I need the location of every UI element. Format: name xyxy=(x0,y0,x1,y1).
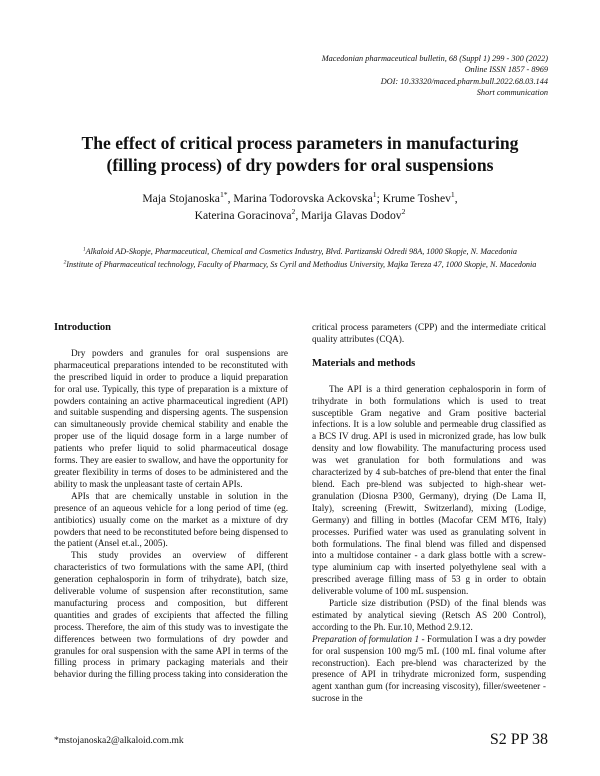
author-name: Maja Stojanoska xyxy=(142,192,220,205)
author-affiliation-mark: 1 xyxy=(450,190,455,200)
affiliation-mark: 2 xyxy=(63,258,67,265)
intro-paragraph-2: APIs that are chemically unstable in solution in the presence of an aqueous vehicle for a long period of time (eg. antibiotics) usually come on the market as a mixture of dry powders that need to be reconstituted before being dispensed to the patient (Ansel et.al., 2005). xyxy=(54,490,288,549)
affiliations xyxy=(60,246,540,271)
subsection-text: - Formulation I was a dry powder for oral suspension 100 mg/5 mL (100 mL final volume after reconstruction). Each pre-blend was characterized by the presence of API in trihydrate micronized form, suspending agent xanthan gum (for increasing viscosity), filler/sweetener - sucrose in the xyxy=(312,633,546,704)
intro-paragraph-continued: critical process parameters (CPP) and the intermediate critical quality attributes (CQA). xyxy=(312,322,546,344)
section-heading-introduction: Introduction xyxy=(54,322,111,333)
author-affiliation-mark: 1 xyxy=(372,190,377,200)
doi[interactable]: DOI: 10.33320/maced.pharm.bull.2022.68.03.144 xyxy=(380,76,548,86)
author-affiliation-mark: 2 xyxy=(401,206,406,216)
affiliation-mark: 1 xyxy=(82,246,86,253)
affiliation-text: Institute of Pharmaceutical technology, Faculty of Pharmacy, Ss Cyril and Methodius University, Majka Tereza 47, 1000 Skopje, N. Macedonia xyxy=(66,259,537,269)
article-type: Short communication xyxy=(476,88,548,98)
page-number: S2 PP 38 xyxy=(489,731,548,748)
author-name: , Marija Glavas Dodov xyxy=(295,208,402,222)
affiliation-1 xyxy=(60,246,540,259)
left-column xyxy=(54,322,288,681)
intro-paragraph-1: Dry powders and granules for oral suspensions are pharmaceutical preparations intended to be reconstituted with the prescribed liquid in order to produce a liquid preparation for oral use. Typically, this type of preparation is a mixture of powders containing an active pharmaceutical ingredient (API) and suitable suspending and dispersing agents. The suspension can simultaneously provide chemical stability and enable the proper use of the liquid dosage form in a large number of patients who prefer liquid to solid pharmaceutical dosage forms. They are easier to swallow, and have the opportunity for greater flexibility in terms of doses to be administered and the ability to mask the unpleasant taste of certain APIs. xyxy=(54,347,288,489)
author-name: , Marina Todorovska Ackovska xyxy=(227,192,373,205)
author-list: Maja Stojanoska$^{1*}$, Marina Todorovska Ackovska$^1$; Krume Toshev$^1$, Katerina Goracinova$^2$, Marija Glavas Dodov$^2$ xyxy=(142,190,458,222)
article-title: The effect of critical process parameters in manufacturing (filling process) of dry powders for oral suspensions xyxy=(81,133,519,175)
methods-paragraph-2: Particle size distribution (PSD) of the final blends was estimated by analytical sieving (Retsch AS 200 Control), according to the Ph. Eur.10, Method 2.9.12. xyxy=(312,598,546,632)
methods-paragraph-3 xyxy=(312,634,546,705)
affiliation-text: Alkaloid AD-Skopje, Pharmaceutical, Chemical and Cosmetics Industry, Blvd. Partizanski Odredi 98A, 1000 Skopje, N. Macedonia xyxy=(85,247,518,256)
intro-paragraph-3: This study provides an overview of different characteristics of two formulations with the same API, (third generation cephalosporin in form of trihydrate), batch size, deliverable volume of suspension after reconstitution, same manufacturing process and composition, but different quantities and grades of excipients that affected the filling process. Therefore, the aim of this study was to investigate the differences between two formulations of dry powder and granules for oral suspension with the same API in terms of the filling process in primary packaging materials and their behavior during the filling process taking into consideration the xyxy=(54,550,288,680)
journal-header xyxy=(322,53,548,99)
author-name: Katerina Goracinova xyxy=(194,208,292,222)
author-name: ; Krume Toshev xyxy=(376,192,451,205)
affiliation-2 xyxy=(60,259,540,272)
issn: Online ISSN 1857 - 8969 xyxy=(464,65,548,75)
corresponding-email[interactable]: *mstojanoska2@alkaloid.com.mk xyxy=(54,736,184,746)
section-heading-methods: Materials and methods xyxy=(312,357,416,369)
methods-paragraph-1: The API is a third generation cephalosporin in form of trihydrate in both formulations which is used to treat susceptible Gram negative and Gram positive bacterial infections. It is a low soluble and permeable drug classified as a BCS IV drug. API is used in micronized grade, has low bulk density and low flowability. The manufacturing process used was wet granulation for both formulations and was characterized by 4 sub-batches of pre-blend that enter the final blend. Each pre-blend was subjected to high-shear wet-granulation (Diosna P300, Germany), drying (De Lama II, Italy), screening (Frewitt, Switzerland), mixing (Lodige, Germany) and filling in bottles (Macofar CEM MT6, Italy) processes. Purified water was used as granulating solvent in both formulations. The final blend was filled and dispensed into a multidose container - a dark glass bottle with a screw-type aluminium cap with inserted polyethylene seal with a prescribed average filling mass of 53 g in order to obtain deliverable volume of 100 mL suspension. xyxy=(312,383,546,597)
journal-citation: Macedonian pharmaceutical bulletin, 68 (Suppl 1) 299 - 300 (2022) xyxy=(321,54,548,63)
right-column xyxy=(312,322,546,705)
author-affiliation-mark: 1* xyxy=(219,190,228,200)
subsection-label: Preparation of formulation 1 xyxy=(312,633,420,644)
author-affiliation-mark: 2 xyxy=(291,206,296,216)
